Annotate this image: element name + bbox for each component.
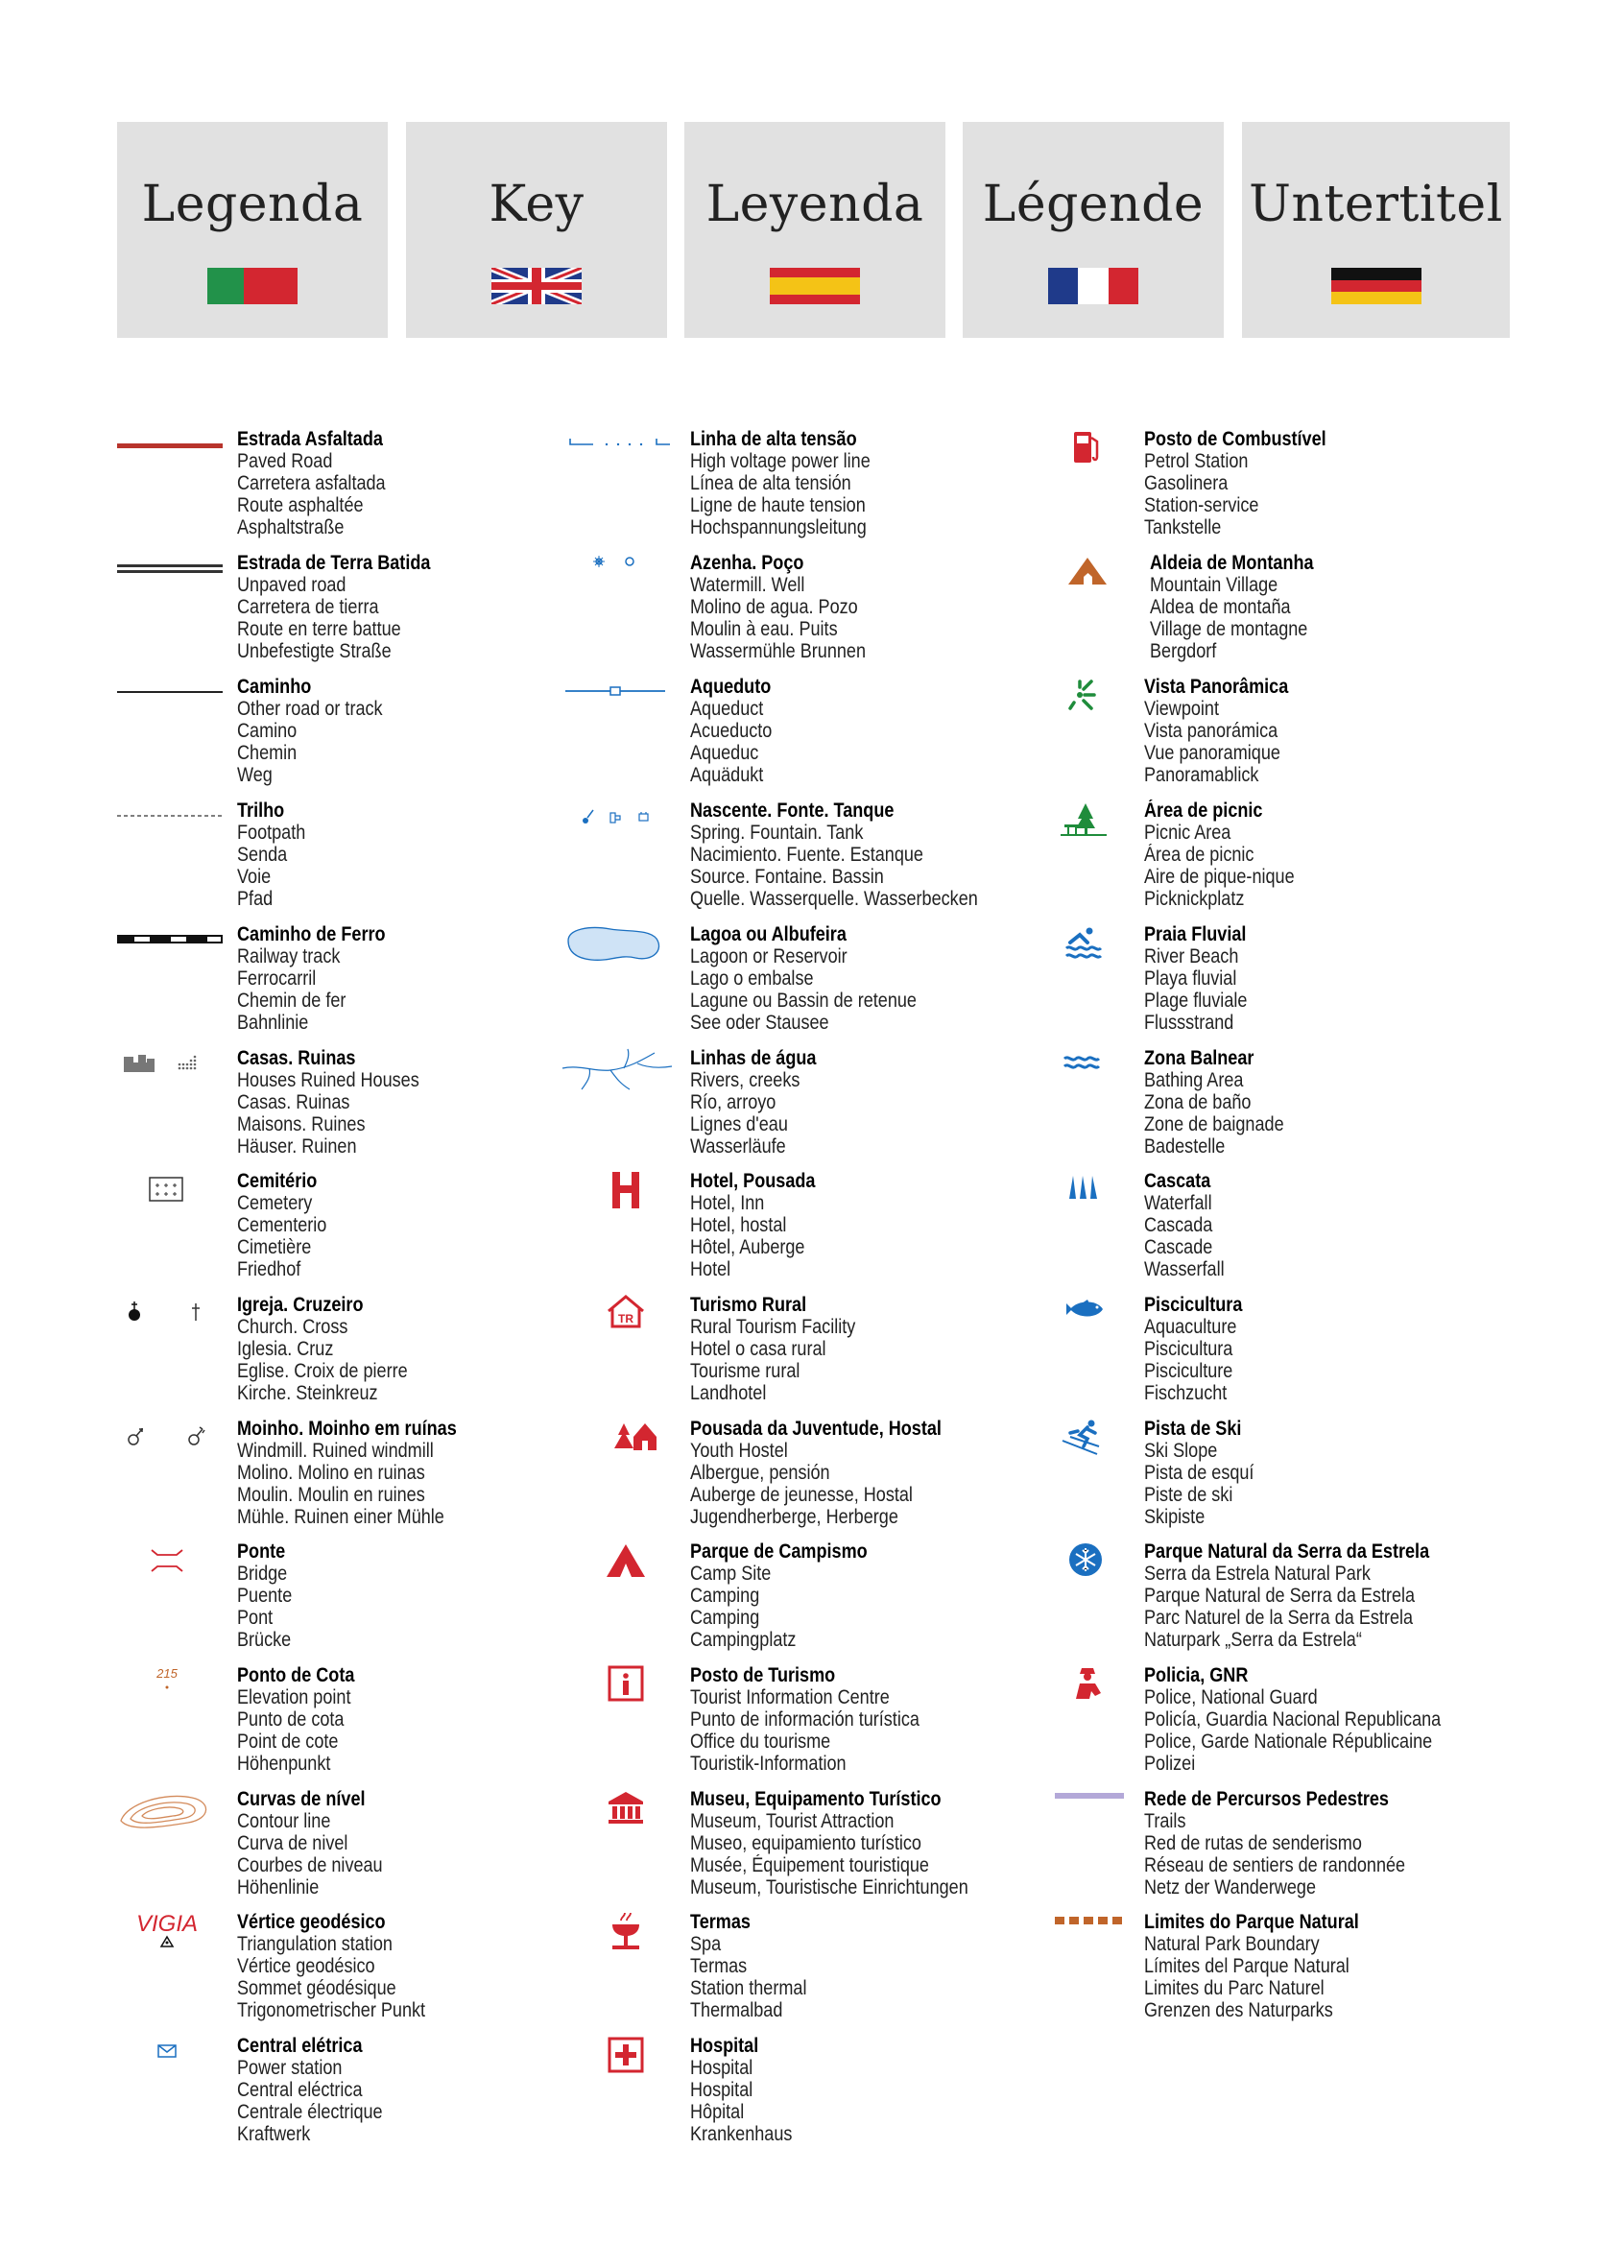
river-beach-icon: [1053, 923, 1130, 981]
legend-entry-power-line: Linha de alta tensão High voltage power line Línea de alta tensión Ligne de haute tension Hochspannungsleitung: [690, 428, 1112, 538]
tourist-information-icon: [561, 1664, 676, 1722]
legend-entry-hospital: Hospital Hospital Hospital Hôpital Krankenhaus: [690, 2035, 1112, 2145]
cemetery-icon: [117, 1170, 227, 1228]
museum-icon: [561, 1788, 676, 1846]
hospital-icon: [561, 2035, 676, 2092]
camp-site-icon: [561, 1540, 676, 1598]
legend-entry-ski-slope: Pista de Ski Ski Slope Pista de esquí Piste de ski Skipiste: [1144, 1418, 1566, 1528]
legend-entry-park-boundary: Limites do Parque Natural Natural Park Boundary Límites del Parque Natural Limites du Parc Naturel Grenzen des Naturparks: [1144, 1911, 1566, 2021]
header-title: Légende: [982, 176, 1205, 233]
spa-icon: [561, 1911, 676, 1969]
legend-entry-picnic-area: Área de picnic Picnic Area Área de picnic Aire de pique-nique Picknickplatz: [1144, 800, 1566, 910]
triangulation-station-icon: [117, 1911, 227, 1969]
watermill-well-icon: [561, 552, 676, 609]
legend-entry-rural-tourism: TR Turismo Rural Rural Tourism Facility Hotel o casa rural Tourisme rural Landhotel: [690, 1294, 1112, 1404]
legend-entry-railway: Caminho de Ferro Railway track Ferrocarril Chemin de fer Bahnlinie: [237, 923, 659, 1034]
legend-entry-elevation-point: 215 Ponto de Cota Elevation point Punto de cota Point de cote Höhenpunkt: [237, 1664, 659, 1775]
bridge-icon: [117, 1540, 227, 1598]
legend-entry-youth-hostel: Pousada da Juventude, Hostal Youth Hostel Albergue, pensión Auberge de jeunesse, Hostal Jugendherberge, Herberge: [690, 1418, 1112, 1528]
header-spanish: [684, 122, 945, 338]
viewpoint-icon: [1053, 676, 1130, 733]
petrol-station-icon: [1053, 428, 1130, 486]
railway-line-icon: [117, 923, 227, 981]
legend-entry-museum: Museu, Equipamento Turístico Museum, Tourist Attraction Museo, equipamiento turístico Musée, Équipement touristique Museum, Touristische Einrichtungen: [690, 1788, 1112, 1898]
legend-entry-waterfall: Cascata Waterfall Cascada Cascade Wasserfall: [1144, 1170, 1566, 1280]
header-german: [1242, 122, 1510, 338]
svg-text:215: 215: [156, 1666, 178, 1681]
bathing-area-icon: [1053, 1047, 1130, 1105]
elevation-point-icon: [117, 1664, 227, 1722]
legend-entry-lagoon: Lagoa ou Albufeira Lagoon or Reservoir Lago o embalse Lagune ou Bassin de retenue See oder Stausee: [690, 923, 1112, 1034]
power-station-icon: [117, 2035, 227, 2092]
picnic-area-icon: [1053, 800, 1130, 857]
power-line-icon: [561, 428, 676, 486]
houses-ruins-icon: [117, 1047, 227, 1105]
legend-entry-hotel: Hotel, Pousada Hotel, Inn Hotel, hostal Hôtel, Auberge Hotel: [690, 1170, 1112, 1280]
paved-road-line-icon: [117, 428, 227, 486]
header-title: Key: [489, 176, 585, 233]
legend-entry-petrol-station: Posto de Combustível Petrol Station Gasolinera Station-service Tankstelle: [1144, 428, 1566, 538]
legend-entry-natural-park: Parque Natural da Serra da Estrela Serra da Estrela Natural Park Parque Natural de Serra da Estrela Parc Naturel de la Serra da Estrela Naturpark „Serra da Estrela“: [1144, 1540, 1566, 1651]
header-title: Leyenda: [705, 176, 924, 233]
legend-entry-camp-site: Parque de Campismo Camp Site Camping Camping Campingplatz: [690, 1540, 1112, 1651]
natural-park-icon: [1053, 1540, 1130, 1598]
track-line-icon: [117, 676, 227, 733]
rural-tourism-icon: [561, 1294, 676, 1351]
legend-entry-spa: Termas Spa Termas Station thermal Thermalbad: [690, 1911, 1112, 2021]
portugal-flag-icon: [207, 268, 298, 304]
footpath-dashed-line-icon: [117, 800, 227, 857]
ski-slope-icon: [1053, 1418, 1130, 1475]
legend-entry-river-beach: Praia Fluvial River Beach Playa fluvial Plage fluviale Flussstrand: [1144, 923, 1566, 1034]
legend-entry-unpaved-road: Estrada de Terra Batida Unpaved road Carretera de tierra Route en terre battue Unbefestigte Straße: [237, 552, 659, 662]
park-boundary-line-icon: [1053, 1911, 1130, 1969]
legend-entry-footpath: Trilho Footpath Senda Voie Pfad: [237, 800, 659, 910]
hotel-icon: [561, 1170, 676, 1228]
legend-entry-viewpoint: Vista Panorâmica Viewpoint Vista panorámica Vue panoramique Panoramablick: [1144, 676, 1566, 786]
legend-entry-track: Caminho Other road or track Camino Chemin Weg: [237, 676, 659, 786]
legend-entry-police: Policia, GNR Police, National Guard Policía, Guardia Nacional Republicana Police, Garde Nationale Républicaine Polizei: [1144, 1664, 1566, 1775]
legend-entry-watermill-well: Azenha. Poço Watermill. Well Molino de agua. Pozo Moulin à eau. Puits Wassermühle Brunnen: [690, 552, 1112, 662]
legend-entry-houses-ruins: Casas. Ruinas Houses Ruined Houses Casas. Ruinas Maisons. Ruines Häuser. Ruinen: [237, 1047, 659, 1158]
legend-entry-mountain-village: Aldeia de Montanha Mountain Village Aldea de montaña Village de montagne Bergdorf: [1150, 552, 1572, 662]
germany-flag-icon: [1331, 268, 1421, 304]
uk-flag-icon: [491, 268, 582, 304]
legend-entry-cemetery: Cemitério Cemetery Cementerio Cimetière Friedhof: [237, 1170, 659, 1280]
spain-flag-icon: [770, 268, 860, 304]
svg-text:VIGIA: VIGIA: [135, 1911, 199, 1937]
header-portuguese: [117, 122, 388, 338]
legend-entry-aqueduct: Aqueduto Aqueduct Acueducto Aqueduc Aquädukt: [690, 676, 1112, 786]
legend-entry-trails: Rede de Percursos Pedestres Trails Red de rutas de senderismo Réseau de sentiers de randonnée Netz der Wanderwege: [1144, 1788, 1566, 1898]
legend-entry-tourist-information: Posto de Turismo Tourist Information Centre Punto de información turística Office du tourisme Touristik-Information: [690, 1664, 1112, 1775]
header-title: Untertitel: [1249, 176, 1503, 233]
header-title: Legenda: [141, 176, 364, 233]
fish-farming-icon: [1053, 1294, 1130, 1351]
legend-entry-spring-fountain-tank: Nascente. Fonte. Tanque Spring. Fountain. Tank Nacimiento. Fuente. Estanque Source. Fontaine. Bassin Quelle. Wasserquelle. Wasserbecken: [690, 800, 1112, 910]
svg-text:TR: TR: [618, 1312, 633, 1325]
trails-line-icon: [1053, 1788, 1130, 1846]
legend-entry-rivers: Linhas de água Rivers, creeks Río, arroyo Lignes d'eau Wasserläufe: [690, 1047, 1112, 1158]
unpaved-road-line-icon: [117, 552, 227, 609]
legend-entry-windmill: Moinho. Moinho em ruínas Windmill. Ruined windmill Molino. Molino en ruinas Moulin. Moulin en ruines Mühle. Ruinen einer Mühle: [237, 1418, 659, 1528]
legend-entry-paved-road: Estrada Asfaltada Paved Road Carretera asfaltada Route asphaltée Asphaltstraße: [237, 428, 659, 538]
header-english: [406, 122, 667, 338]
contour-line-icon: [117, 1788, 227, 1846]
france-flag-icon: [1048, 268, 1138, 304]
legend-entry-power-station: Central elétrica Power station Central eléctrica Centrale électrique Kraftwerk: [237, 2035, 659, 2145]
windmill-icon: [117, 1418, 227, 1475]
legend-entry-triangulation-station: VIGIA Vértice geodésico Triangulation station Vértice geodésico Sommet géodésique Trigonometrischer Punkt: [237, 1911, 659, 2021]
lagoon-icon: [561, 923, 676, 981]
aqueduct-icon: [561, 676, 676, 733]
waterfall-icon: [1053, 1170, 1130, 1228]
youth-hostel-icon: [561, 1418, 676, 1475]
legend-entry-bathing-area: Zona Balnear Bathing Area Zona de baño Zone de baignade Badestelle: [1144, 1047, 1566, 1158]
header-french: [963, 122, 1224, 338]
church-cross-icon: [117, 1294, 227, 1351]
spring-fountain-tank-icon: [561, 800, 676, 857]
legend-entry-fish-farming: Piscicultura Aquaculture Piscicultura Pisciculture Fischzucht: [1144, 1294, 1566, 1404]
legend-entry-church-cross: Igreja. Cruzeiro Church. Cross Iglesia. Cruz Eglise. Croix de pierre Kirche. Steinkreuz: [237, 1294, 659, 1404]
police-icon: [1053, 1664, 1130, 1722]
mountain-village-icon: [1059, 552, 1135, 609]
rivers-icon: [561, 1047, 676, 1105]
legend-entry-bridge: Ponte Bridge Puente Pont Brücke: [237, 1540, 659, 1651]
legend-entry-contour-line: Curvas de nível Contour line Curva de nivel Courbes de niveau Höhenlinie: [237, 1788, 659, 1898]
